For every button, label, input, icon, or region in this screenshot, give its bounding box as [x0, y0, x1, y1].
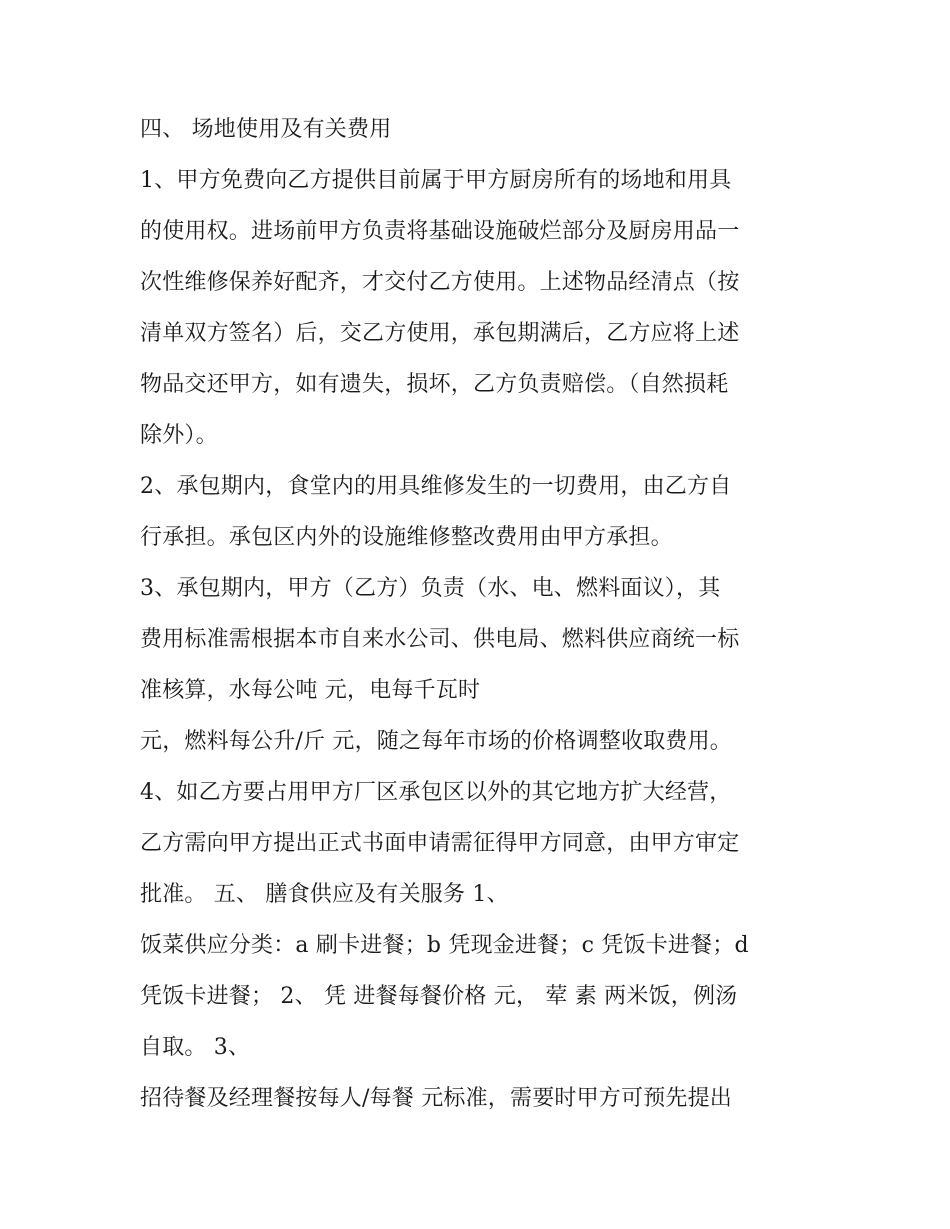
text-line: 的使用权。进场前甲方负责将基础设施破烂部分及厨房用品一 [140, 219, 740, 244]
text-line: 饭菜供应分类：a 刷卡进餐；b 凭现金进餐；c 凭饭卡进餐；d [140, 933, 749, 958]
text-line: 自取。 3、 [140, 1035, 251, 1060]
text-line: 清单双方签名）后，交乙方使用，承包期满后，乙方应将上述 [140, 321, 740, 346]
text-line: 元，燃料每公升/斤 元，随之每年市场的价格调整收取费用。 [140, 729, 733, 754]
text-line: 1、甲方免费向乙方提供目前属于甲方厨房所有的场地和用具 [140, 168, 732, 193]
text-line: 批准。 五、 膳食供应及有关服务 1、 [140, 882, 509, 907]
text-line: 准核算，水每公吨 元，电每千瓦时 [140, 678, 481, 703]
section-heading: 四、 场地使用及有关费用 [140, 117, 392, 142]
text-line: 乙方需向甲方提出正式书面申请需征得甲方同意，由甲方审定 [140, 831, 740, 856]
text-line: 费用标准需根据本市自来水公司、供电局、燃料供应商统一标 [140, 627, 740, 652]
text-line: 招待餐及经理餐按每人/每餐 元标准，需要时甲方可预先提出 [140, 1086, 733, 1111]
text-line: 4、如乙方要占用甲方厂区承包区以外的其它地方扩大经营， [140, 780, 732, 805]
text-line: 物品交还甲方，如有遗失，损坏，乙方负责赔偿。（自然损耗 [140, 372, 729, 397]
text-line: 除外）。 [140, 423, 218, 448]
text-line: 3、承包期内，甲方（乙方）负责（水、电、燃料面议），其 [140, 576, 721, 601]
text-line: 凭饭卡进餐； 2、 凭 进餐每餐价格 元， 荤 素 两米饭，例汤 [140, 984, 738, 1009]
text-line: 行承担。承包区内外的设施维修整改费用由甲方承担。 [140, 525, 673, 550]
document-body [140, 104, 830, 1124]
text-line: 2、承包期内，食堂内的用具维修发生的一切费用，由乙方自 [140, 474, 732, 499]
text-line: 次性维修保养好配齐，才交付乙方使用。上述物品经清点（按 [140, 270, 740, 295]
